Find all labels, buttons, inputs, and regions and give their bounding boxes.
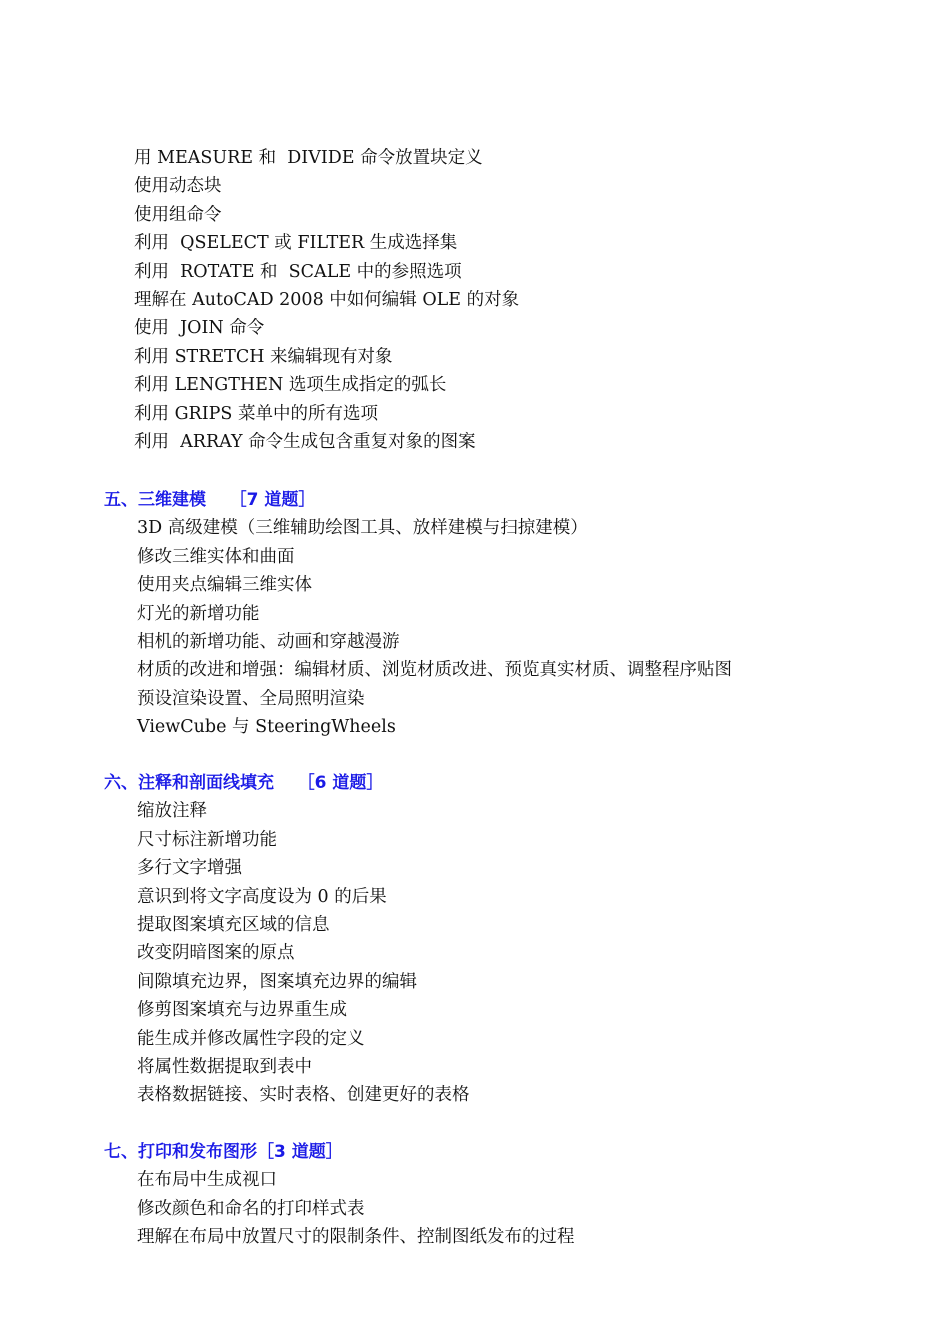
list-item: 表格数据链接、实时表格、创建更好的表格 — [137, 1085, 470, 1106]
list-item: 意识到将文字高度设为 0 的后果 — [137, 886, 387, 907]
section-heading: 六、注释和剖面线填充 ［6 道题］ — [104, 773, 384, 793]
section-item-list — [104, 1166, 575, 1251]
list-item: 理解在 AutoCAD 2008 中如何编辑 OLE 的对象 — [134, 289, 520, 310]
list-item: 修改颜色和命名的打印样式表 — [137, 1198, 365, 1219]
list-item: 利用 ARRAY 命令生成包含重复对象的图案 — [134, 431, 476, 452]
list-item: 能生成并修改属性字段的定义 — [137, 1028, 365, 1049]
list-item: 修改三维实体和曲面 — [137, 546, 295, 567]
list-item: 用 MEASURE 和 DIVIDE 命令放置块定义 — [134, 148, 483, 168]
list-item: 利用 GRIPS 菜单中的所有选项 — [134, 403, 378, 424]
list-item: 提取图案填充区域的信息 — [137, 914, 330, 935]
list-item: 相机的新增功能、动画和穿越漫游 — [137, 631, 400, 652]
list-item: 利用 ROTATE 和 SCALE 中的参照选项 — [134, 261, 462, 282]
list-item: 利用 STRETCH 来编辑现有对象 — [134, 346, 393, 367]
section-heading: 五、三维建模 ［7 道题］ — [104, 490, 316, 510]
top-item-list — [134, 144, 519, 456]
list-item: 材质的改进和增强：编辑材质、浏览材质改进、预览真实材质、调整程序贴图 — [137, 660, 732, 681]
list-item: 使用组命令 — [134, 204, 222, 225]
list-item: 使用 JOIN 命令 — [134, 318, 265, 339]
list-item: 灯光的新增功能 — [137, 603, 260, 624]
list-item: 在布局中生成视口 — [137, 1170, 277, 1191]
section-item-list — [104, 797, 470, 1109]
section-annotation-hatch — [104, 769, 470, 1110]
list-item: 利用 LENGTHEN 选项生成指定的弧长 — [134, 375, 447, 396]
list-item: 间隙填充边界，图案填充边界的编辑 — [137, 971, 417, 992]
list-item: 缩放注释 — [137, 801, 207, 822]
list-item: 将属性数据提取到表中 — [137, 1056, 312, 1077]
list-item: 多行文字增强 — [137, 858, 242, 879]
section-plot-publish — [104, 1138, 575, 1252]
section-heading: 七、打印和发布图形［3 道题］ — [104, 1142, 343, 1162]
list-item: 使用动态块 — [134, 176, 222, 197]
list-item: 3D 高级建模（三维辅助绘图工具、放样建模与扫掠建模） — [137, 518, 588, 539]
list-item: 预设渲染设置、全局照明渲染 — [137, 688, 365, 709]
list-item: ViewCube 与 SteeringWheels — [137, 717, 396, 738]
list-item: 改变阴暗图案的原点 — [137, 943, 295, 964]
list-item: 尺寸标注新增功能 — [137, 829, 277, 850]
section-item-list — [104, 514, 732, 741]
list-item: 修剪图案填充与边界重生成 — [137, 1000, 347, 1021]
list-item: 理解在布局中放置尺寸的限制条件、控制图纸发布的过程 — [137, 1227, 575, 1248]
section-3d-modeling — [104, 486, 732, 742]
list-item: 利用 QSELECT 或 FILTER 生成选择集 — [134, 233, 458, 254]
list-item: 使用夹点编辑三维实体 — [137, 575, 312, 596]
